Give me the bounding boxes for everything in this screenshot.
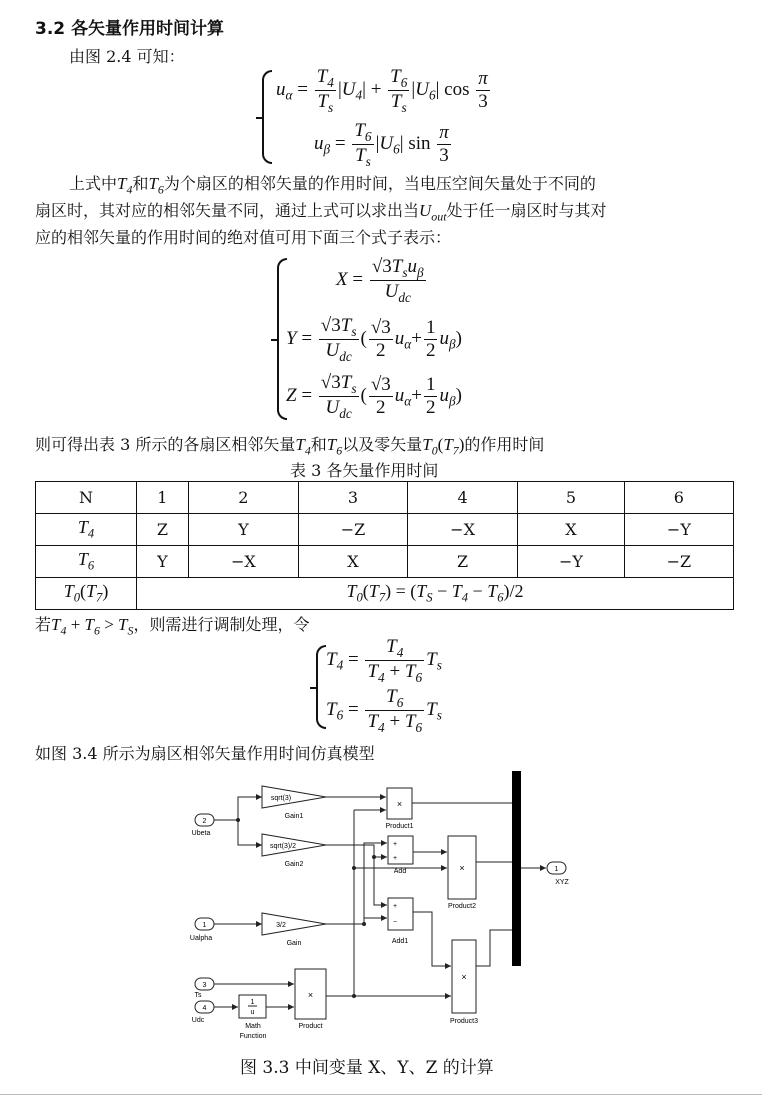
gain1-block[interactable] bbox=[262, 786, 326, 820]
table-row-t6: $T_6$ Y −X X Z −Y −Z bbox=[36, 546, 734, 578]
outport-xyz[interactable] bbox=[547, 862, 570, 886]
svg-text:Product3: Product3 bbox=[449, 1018, 479, 1025]
table-row-t4: $T_4$ Z Y −Z −X X −Y bbox=[36, 514, 734, 546]
svg-text:Product2: Product2 bbox=[447, 903, 477, 910]
equation1-ualpha: $u_\alpha$ = $\frac{T_4}{T_s}$ $|U_4|$ + $\frac{T_6}{T_s}$ $|U_6|$ cos $\frac{\pi}{3}$ bbox=[276, 66, 488, 115]
add1-block[interactable] bbox=[388, 898, 413, 945]
figure-intro: 如图 3.4 所示为扇区相邻矢量作用时间仿真模型 bbox=[35, 744, 375, 763]
svg-text:+: + bbox=[393, 903, 398, 910]
equation2-y: Y = $\frac{√3T_s}{U_{dc}}$ ( $\frac{√3}{2}$ $u_\alpha+$ $\frac{1}{2}$ $u_\beta$) bbox=[286, 315, 462, 364]
svg-text:×: × bbox=[461, 972, 467, 982]
row-label-t6: $T_6$ bbox=[36, 546, 137, 578]
product-block[interactable] bbox=[295, 969, 326, 1030]
intro-line: 由图 2.4 可知： bbox=[69, 47, 185, 66]
inport-udc[interactable] bbox=[192, 1001, 214, 1024]
svg-text:Add: Add bbox=[393, 868, 407, 875]
section-title: 各矢量作用时间计算 bbox=[71, 19, 225, 39]
page-bottom-rule bbox=[0, 1094, 762, 1095]
svg-text:XYZ: XYZ bbox=[555, 879, 569, 886]
svg-text:Ubeta: Ubeta bbox=[191, 830, 211, 837]
row-label-t0: $T_0(T_7)$ bbox=[36, 578, 137, 610]
inport-ualpha[interactable] bbox=[190, 918, 214, 942]
condition-line: 若$T_4 + T_6 > T_S$，则需进行调制处理，令 bbox=[35, 615, 310, 638]
section-number: 3.2 bbox=[35, 19, 66, 39]
svg-text:Udc: Udc bbox=[191, 1017, 205, 1024]
svg-text:Ts: Ts bbox=[194, 992, 202, 999]
paragraph2: 则可得出表 3 所示的各扇区相邻矢量$T_4$和$T_6$以及零矢量$T_0(T_7)$的作用时间 bbox=[35, 435, 545, 458]
table-caption: 表 3 各矢量作用时间 bbox=[290, 461, 439, 480]
equation2-x: X = $\frac{√3T_su_\beta}{U_{dc}}$ bbox=[336, 256, 424, 305]
svg-text:sqrt(3): sqrt(3) bbox=[270, 795, 292, 802]
equation2-z: Z = $\frac{√3T_s}{U_{dc}}$ ( $\frac{√3}{2}$ $u_\alpha+$ $\frac{1}{2}$ $u_\beta$) bbox=[286, 372, 462, 421]
svg-text:Product: Product bbox=[298, 1023, 323, 1030]
svg-text:1: 1 bbox=[250, 999, 255, 1006]
svg-text:−: − bbox=[393, 919, 398, 926]
equation1-ubeta: $u_\beta$ = $\frac{T_6}{T_s}$ $|U_6|$ sin $\frac{\pi}{3}$ bbox=[314, 120, 449, 169]
svg-text:3/2: 3/2 bbox=[276, 922, 286, 929]
svg-text:Gain: Gain bbox=[286, 940, 302, 947]
svg-text:Add1: Add1 bbox=[391, 938, 409, 945]
svg-text:+: + bbox=[393, 841, 398, 848]
row-label-t4: $T_4$ bbox=[36, 514, 137, 546]
paragraph1-line2: 扇区时，其对应的相邻矢量不同，通过上式可以求出当$U_{out}$处于任一扇区时与其对 bbox=[35, 201, 607, 224]
svg-text:2: 2 bbox=[202, 818, 207, 825]
inport-ts[interactable] bbox=[195, 978, 215, 999]
product2-block[interactable] bbox=[448, 836, 476, 910]
svg-text:+: + bbox=[393, 855, 398, 862]
table-header-row: N 1 2 3 4 5 6 bbox=[36, 482, 734, 514]
figure-caption: 图 3.3 中间变量 X、Y、Z 的计算 bbox=[240, 1058, 494, 1078]
paragraph1-line3: 应的相邻矢量的作用时间的绝对值可用下面三个式子表示： bbox=[35, 228, 452, 247]
svg-text:Ualpha: Ualpha bbox=[189, 935, 213, 942]
svg-text:Gain1: Gain1 bbox=[284, 813, 304, 820]
svg-text:Gain2: Gain2 bbox=[284, 861, 304, 868]
svg-text:Function: Function bbox=[239, 1033, 267, 1040]
paragraph1-line1: 上式中$T_4$和$T_6$为个扇区的相邻矢量的作用时间，当电压空间矢量处于不同的 bbox=[69, 174, 596, 197]
svg-text:Product1: Product1 bbox=[385, 823, 414, 830]
svg-text:×: × bbox=[459, 863, 465, 873]
add-block[interactable] bbox=[388, 836, 413, 875]
inport-ubeta[interactable] bbox=[192, 814, 214, 837]
svg-text:3: 3 bbox=[202, 982, 207, 989]
gain2-block[interactable] bbox=[262, 834, 326, 868]
zero-vector-formula: $T_0(T_7) = (T_S - T_4 - T_6)/2$ bbox=[137, 578, 734, 610]
svg-text:Math: Math bbox=[245, 1023, 261, 1030]
svg-text:1: 1 bbox=[554, 866, 559, 873]
svg-text:u: u bbox=[250, 1009, 255, 1016]
mux-bar[interactable] bbox=[512, 771, 521, 966]
product3-block[interactable] bbox=[450, 940, 478, 1025]
svg-text:×: × bbox=[396, 799, 403, 809]
svg-text:1: 1 bbox=[202, 922, 207, 929]
svg-text:4: 4 bbox=[202, 1005, 207, 1012]
product1-block[interactable] bbox=[385, 788, 413, 830]
svg-text:sqrt(3)/2: sqrt(3)/2 bbox=[269, 843, 297, 850]
equation3-t4: $T_4$ = $\frac{T_4}{T_4 + T_6}$ $T_s$ bbox=[326, 636, 442, 685]
math-function-block[interactable] bbox=[239, 995, 267, 1040]
gain-block[interactable] bbox=[262, 913, 326, 947]
svg-text:×: × bbox=[307, 990, 314, 1000]
equation3-t6: $T_6$ = $\frac{T_6}{T_4 + T_6}$ $T_s$ bbox=[326, 686, 442, 735]
